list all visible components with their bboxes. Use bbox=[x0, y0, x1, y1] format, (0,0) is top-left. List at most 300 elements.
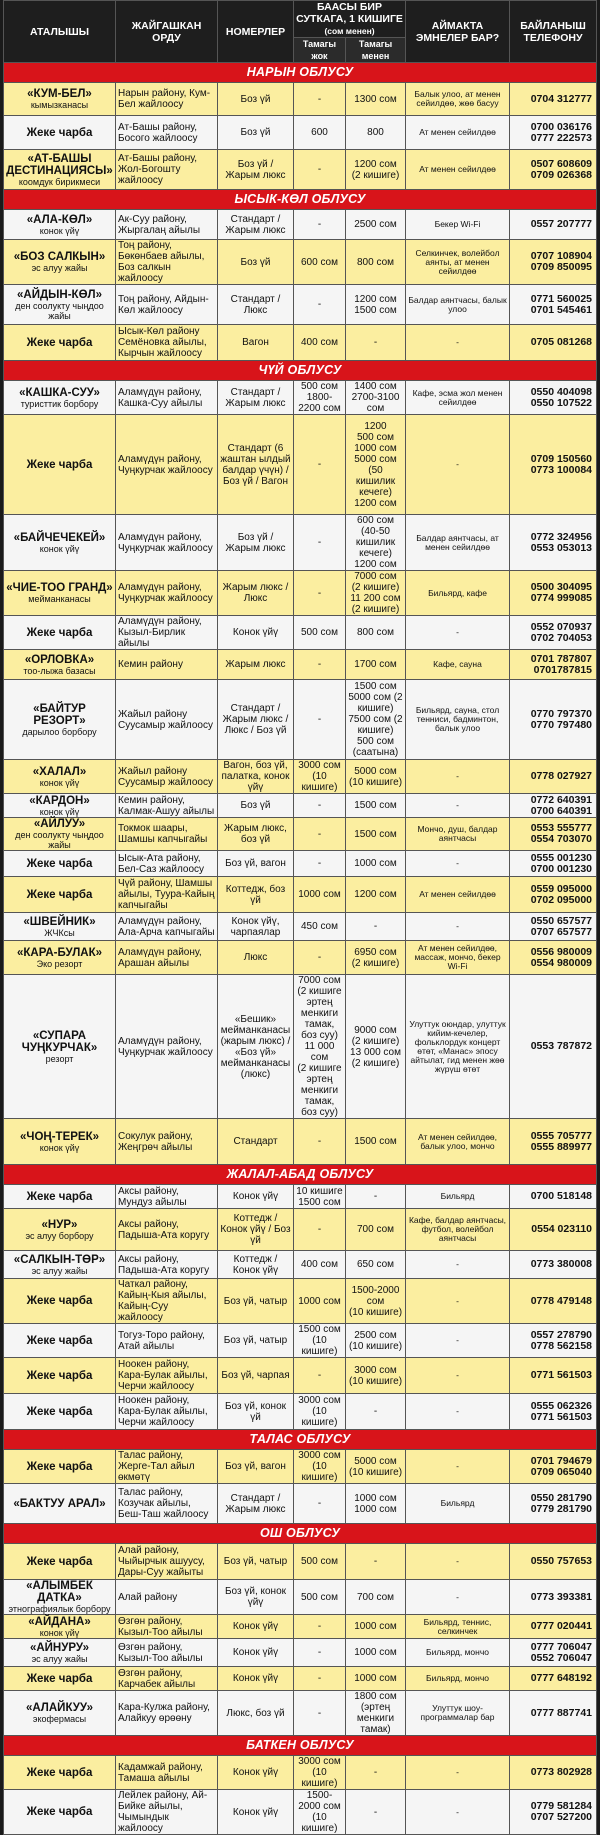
resort-name-cell bbox=[4, 1394, 116, 1430]
table-row bbox=[4, 1450, 597, 1484]
location: Аламүдүн району, Кызыл-Бирлик айылы bbox=[116, 616, 218, 650]
price-with-food: 700 сом bbox=[346, 1209, 406, 1251]
table-row bbox=[4, 616, 597, 650]
location: Аламүдүн району, Арашан айылы bbox=[116, 941, 218, 975]
resort-name: «АЙЛУУ» bbox=[33, 818, 86, 830]
price-with-food: 1500 сом bbox=[346, 818, 406, 851]
table-row bbox=[4, 975, 597, 1119]
price-no-food: - bbox=[294, 1484, 346, 1524]
amenities: Бильярд, сауна, стол тенниси, бадминтон, балык улоо bbox=[406, 680, 510, 760]
table-row bbox=[4, 210, 597, 240]
resort-name-cell bbox=[4, 1615, 116, 1639]
price-no-food: 10 кишиге 1500 сом bbox=[294, 1185, 346, 1209]
resort-name-cell bbox=[4, 1639, 116, 1667]
room-types: Боз үй, чатыр bbox=[218, 1279, 294, 1324]
price-with-food: 3000 сом (10 кишиге) bbox=[346, 1358, 406, 1394]
resort-name: Жеке чарба bbox=[26, 857, 93, 870]
table-row bbox=[4, 1209, 597, 1251]
amenities: - bbox=[406, 325, 510, 361]
location: Өзгөн району, Карчабек айылы bbox=[116, 1667, 218, 1691]
resort-type: эс алуу жайы bbox=[31, 263, 88, 273]
resort-type: конок үйү bbox=[39, 777, 80, 788]
room-types: Люкс, боз үй bbox=[218, 1691, 294, 1736]
room-types: Боз үй / Жарым люкс bbox=[218, 150, 294, 190]
section-header bbox=[4, 63, 597, 83]
table-row bbox=[4, 941, 597, 975]
resort-name: Жеке чарба bbox=[26, 1672, 93, 1685]
price-no-food: 500 сом bbox=[294, 1544, 346, 1580]
resort-name: «СУПАРА ЧУҢКУРЧАК» bbox=[21, 1029, 98, 1054]
resort-name: «БОЗ САЛКЫН» bbox=[13, 251, 106, 263]
phone: 0553 555777 0554 703070 bbox=[510, 818, 597, 851]
resort-name: Жеке чарба bbox=[26, 1555, 93, 1568]
resort-name: «САЛКЫН-ТӨР» bbox=[13, 1253, 106, 1266]
resort-name-cell bbox=[4, 680, 116, 760]
section-header bbox=[4, 1430, 597, 1450]
phone: 0555 062326 0771 561503 bbox=[510, 1394, 597, 1430]
amenities: Бекер Wi-Fi bbox=[406, 210, 510, 240]
resort-name: «БАЙТУР РЕЗОРТ» bbox=[33, 702, 86, 727]
price-with-food: 700 сом bbox=[346, 1580, 406, 1615]
location: Аламүдүн району, Чуңкурчак жайлоосу bbox=[116, 975, 218, 1119]
resort-name: Жеке чарба bbox=[26, 888, 93, 901]
resort-name-cell bbox=[4, 381, 116, 415]
room-types: Боз үй bbox=[218, 794, 294, 818]
room-types: Конок үйү bbox=[218, 1185, 294, 1209]
resort-name-cell bbox=[4, 975, 116, 1119]
price-with-food: 1200 сом 1500 сом bbox=[346, 285, 406, 325]
location: Сокулук району, Жеңгрөч айылы bbox=[116, 1119, 218, 1165]
room-types: Коттедж / Конок үйү / Боз үй bbox=[218, 1209, 294, 1251]
price-no-food: - bbox=[294, 1209, 346, 1251]
amenities: - bbox=[406, 1251, 510, 1279]
table-row bbox=[4, 760, 597, 794]
location: Алай району bbox=[116, 1580, 218, 1615]
price-with-food: 1400 сом 2700-3100 сом bbox=[346, 381, 406, 415]
location: Кара-Кулжа району, Алайкуу өрөөну bbox=[116, 1691, 218, 1736]
table-row bbox=[4, 1756, 597, 1790]
header-price-food: Тамагы менен bbox=[346, 38, 406, 63]
amenities: - bbox=[406, 913, 510, 941]
table-row bbox=[4, 150, 597, 190]
resort-name-cell bbox=[4, 794, 116, 818]
amenities: Ат менен сейилдөө, балык улоо, мончо bbox=[406, 1119, 510, 1165]
table-row bbox=[4, 83, 597, 116]
price-with-food: 1500 сом bbox=[346, 1119, 406, 1165]
resort-name: Жеке чарба bbox=[26, 1190, 93, 1203]
price-no-food: - bbox=[294, 83, 346, 116]
header-rooms: НОМЕРЛЕР bbox=[218, 1, 294, 63]
location: Кадамжай району, Тамаша айылы bbox=[116, 1756, 218, 1790]
resort-name: «БАКТУУ АРАЛ» bbox=[13, 1497, 106, 1510]
resort-name: «АЛЫМБЕК ДАТКА» bbox=[26, 1580, 93, 1604]
table-row bbox=[4, 1615, 597, 1639]
resort-name-cell bbox=[4, 877, 116, 913]
price-with-food: 1500-2000 сом (10 кишиге) bbox=[346, 1279, 406, 1324]
price-with-food: 1000 сом 1000 сом bbox=[346, 1484, 406, 1524]
resort-name-cell bbox=[4, 1790, 116, 1835]
price-no-food: - bbox=[294, 794, 346, 818]
resort-name-cell bbox=[4, 616, 116, 650]
location: Ат-Башы району, Жол-Богошту жайлоосу bbox=[116, 150, 218, 190]
resort-name: «ЧОҢ-ТЕРЕК» bbox=[19, 1130, 99, 1143]
resort-name-cell bbox=[4, 116, 116, 150]
phone: 0771 560025 0701 545461 bbox=[510, 285, 597, 325]
price-with-food: 1700 сом bbox=[346, 650, 406, 680]
price-with-food: 800 сом bbox=[346, 616, 406, 650]
phone: 0550 404098 0550 107522 bbox=[510, 381, 597, 415]
resort-name-cell bbox=[4, 1119, 116, 1165]
phone: 0553 787872 bbox=[510, 975, 597, 1119]
table-row bbox=[4, 1358, 597, 1394]
amenities: - bbox=[406, 1790, 510, 1835]
price-with-food: 1000 сом bbox=[346, 1639, 406, 1667]
table-row bbox=[4, 1279, 597, 1324]
room-types: Стандарт / Жарым люкс bbox=[218, 1484, 294, 1524]
price-with-food: 5000 сом (10 кишиге) bbox=[346, 1450, 406, 1484]
resort-name-cell bbox=[4, 760, 116, 794]
room-types: Боз үй bbox=[218, 240, 294, 285]
phone: 0709 150560 0773 100084 bbox=[510, 415, 597, 515]
room-types: Боз үй, конок үй bbox=[218, 1394, 294, 1430]
resort-name-cell bbox=[4, 913, 116, 941]
resort-name-cell bbox=[4, 650, 116, 680]
table-row bbox=[4, 1251, 597, 1279]
price-no-food: - bbox=[294, 415, 346, 515]
amenities: Бильярд, мончо bbox=[406, 1667, 510, 1691]
resort-name: Жеке чарба bbox=[26, 126, 93, 139]
price-no-food: 600 сом bbox=[294, 240, 346, 285]
room-types: Боз үй bbox=[218, 83, 294, 116]
header-amenities: АЙМАКТА ЭМНЕЛЕР БАР? bbox=[406, 1, 510, 63]
resort-name-cell bbox=[4, 1185, 116, 1209]
price-with-food: 1500 сом 5000 сом (2 кишиге) 7500 сом (2 кишиге) 500 сом (саатына) bbox=[346, 680, 406, 760]
price-with-food: - bbox=[346, 1544, 406, 1580]
resort-name: Жеке чарба bbox=[26, 1334, 93, 1347]
phone: 0707 108904 0709 850095 bbox=[510, 240, 597, 285]
amenities: Кафе, балдар аянтчасы, футбол, волейбол аянтчасы bbox=[406, 1209, 510, 1251]
amenities: - bbox=[406, 1450, 510, 1484]
price-no-food: 600 bbox=[294, 116, 346, 150]
price-no-food: 3000 сом (10 кишиге) bbox=[294, 760, 346, 794]
resort-type: конок үйү bbox=[39, 806, 80, 817]
section-title: ЖАЛАЛ-АБАД ОБЛУСУ bbox=[4, 1165, 597, 1185]
amenities: Бильярд, мончо bbox=[406, 1639, 510, 1667]
price-no-food: 3000 сом (10 кишиге) bbox=[294, 1450, 346, 1484]
room-types: Стандарт (6 жаштан ылдый балдар үчүн) / Боз үй / Вагон bbox=[218, 415, 294, 515]
price-no-food: 3000 сом (10 кишиге) bbox=[294, 1756, 346, 1790]
amenities: Кафе, сауна bbox=[406, 650, 510, 680]
resort-name-cell bbox=[4, 1691, 116, 1736]
resort-type: эс алуу жайы bbox=[31, 1653, 88, 1664]
price-no-food: - bbox=[294, 1119, 346, 1165]
price-no-food: - bbox=[294, 285, 346, 325]
phone: 0773 393381 bbox=[510, 1580, 597, 1615]
location: Өзгөн району, Кызыл-Тоо айылы bbox=[116, 1615, 218, 1639]
resorts-table bbox=[3, 0, 597, 1835]
location: Өзгөн району, Кызыл-Тоо айылы bbox=[116, 1639, 218, 1667]
room-types: Боз үй / Жарым люкс bbox=[218, 515, 294, 571]
amenities: Балдар аянтчасы, балык улоо bbox=[406, 285, 510, 325]
resort-name: «АЛА-КӨЛ» bbox=[26, 213, 93, 226]
price-no-food: 1000 сом bbox=[294, 877, 346, 913]
table-row bbox=[4, 325, 597, 361]
phone: 0701 787807 0701787815 bbox=[510, 650, 597, 680]
table-body bbox=[4, 63, 597, 1835]
price-with-food: 1800 сом (эртең менкиги тамак) bbox=[346, 1691, 406, 1736]
table-row bbox=[4, 285, 597, 325]
location: Талас району, Жерге-Тал айыл өкмөтү bbox=[116, 1450, 218, 1484]
resort-name: Жеке чарба bbox=[26, 1405, 93, 1418]
header-place: ЖАЙГАШКАН ОРДУ bbox=[116, 1, 218, 63]
section-title: НАРЫН ОБЛУСУ bbox=[4, 63, 597, 83]
table-row bbox=[4, 1639, 597, 1667]
amenities: - bbox=[406, 1580, 510, 1615]
price-with-food: 800 сом bbox=[346, 240, 406, 285]
table-row bbox=[4, 650, 597, 680]
resort-name-cell bbox=[4, 285, 116, 325]
price-no-food: - bbox=[294, 650, 346, 680]
phone: 0556 980009 0554 980009 bbox=[510, 941, 597, 975]
resort-type: этнографиялык борбору bbox=[8, 1604, 111, 1614]
resort-name-cell bbox=[4, 1209, 116, 1251]
resort-name-cell bbox=[4, 1324, 116, 1358]
resort-name: «АЛАЙКУУ» bbox=[25, 1702, 94, 1714]
price-no-food: 500 сом 1800-2200 сом bbox=[294, 381, 346, 415]
table-row bbox=[4, 913, 597, 941]
resort-name-cell bbox=[4, 1251, 116, 1279]
price-no-food: - bbox=[294, 818, 346, 851]
amenities: - bbox=[406, 1279, 510, 1324]
price-no-food: - bbox=[294, 1615, 346, 1639]
price-no-food: - bbox=[294, 515, 346, 571]
resort-name: «ХАЛАЛ» bbox=[32, 765, 87, 778]
location: Аламүдүн району, Кашка-Суу айылы bbox=[116, 381, 218, 415]
location: Чаткал району, Кайың-Кыя айылы, Кайың-Суу жайлоосу bbox=[116, 1279, 218, 1324]
price-with-food: 1500 сом bbox=[346, 794, 406, 818]
room-types: Люкс bbox=[218, 941, 294, 975]
room-types: Стандарт / Жарым люкс bbox=[218, 381, 294, 415]
section-header bbox=[4, 1736, 597, 1756]
price-with-food: 1300 сом bbox=[346, 83, 406, 116]
location: Тоң району, Бөкөнбаев айылы, Боз салкын жайлоосу bbox=[116, 240, 218, 285]
table-row bbox=[4, 851, 597, 877]
amenities: Бильярд bbox=[406, 1185, 510, 1209]
room-types: Вагон bbox=[218, 325, 294, 361]
table-row bbox=[4, 1394, 597, 1430]
table-row bbox=[4, 116, 597, 150]
room-types: Вагон, боз үй, палатка, конок үйү bbox=[218, 760, 294, 794]
price-with-food: 600 сом (40-50 кишилик кечеге) 1200 сом bbox=[346, 515, 406, 571]
price-with-food: - bbox=[346, 913, 406, 941]
resort-name-cell bbox=[4, 1484, 116, 1524]
table-row bbox=[4, 1544, 597, 1580]
resort-name-cell bbox=[4, 1756, 116, 1790]
location: Ноокен району, Кара-Булак айылы, Черчи жайлоосу bbox=[116, 1358, 218, 1394]
resort-name: Жеке чарба bbox=[26, 1460, 93, 1473]
location: Кемин району, Калмак-Ашуу айылы bbox=[116, 794, 218, 818]
phone: 0557 278790 0778 562158 bbox=[510, 1324, 597, 1358]
resort-name: «КУМ-БЕЛ» bbox=[27, 88, 92, 100]
room-types: Боз үй, вагон bbox=[218, 1450, 294, 1484]
table-row bbox=[4, 1667, 597, 1691]
price-no-food: 7000 сом (2 кишиге эртең менкиги тамак, боз суу) 11 000 сом (2 кишиге эртең менкиги тамак, боз суу) bbox=[294, 975, 346, 1119]
room-types: Конок үйү bbox=[218, 1615, 294, 1639]
resort-name-cell bbox=[4, 851, 116, 877]
resort-name: «КАРА-БУЛАК» bbox=[17, 946, 102, 959]
header-price bbox=[294, 1, 406, 38]
resort-type: дарылоо борбору bbox=[22, 726, 97, 737]
phone: 0559 095000 0702 095000 bbox=[510, 877, 597, 913]
phone: 0777 648192 bbox=[510, 1667, 597, 1691]
price-with-food: 1200 сом (2 кишиге) bbox=[346, 150, 406, 190]
resort-name: «АЙДЫН-КӨЛ» bbox=[17, 288, 102, 301]
resort-name: Жеке чарба bbox=[26, 336, 93, 349]
resort-name-cell bbox=[4, 1358, 116, 1394]
location: Кемин району bbox=[116, 650, 218, 680]
amenities: Бильярд bbox=[406, 1484, 510, 1524]
table-row bbox=[4, 515, 597, 571]
price-with-food: 6950 сом (2 кишиге) bbox=[346, 941, 406, 975]
price-no-food: 1500 сом (10 кишиге) bbox=[294, 1324, 346, 1358]
room-types: Боз үй bbox=[218, 116, 294, 150]
location: Ноокен району, Кара-Булак айылы, Черчи жайлоосу bbox=[116, 1394, 218, 1430]
table-row bbox=[4, 1324, 597, 1358]
resort-type: ЖЧКсы bbox=[44, 927, 75, 938]
resort-name: Жеке чарба bbox=[26, 1766, 93, 1779]
section-header bbox=[4, 1165, 597, 1185]
location: Алай району, Чыйырчык ашуусу, Дары-Суу жайыты bbox=[116, 1544, 218, 1580]
table-row bbox=[4, 571, 597, 616]
amenities: Ат менен сейилдөө bbox=[406, 150, 510, 190]
price-no-food: 1500- 2000 сом (10 кишиге) bbox=[294, 1790, 346, 1835]
amenities: - bbox=[406, 851, 510, 877]
resort-name: Жеке чарба bbox=[26, 1295, 93, 1307]
phone: 0705 081268 bbox=[510, 325, 597, 361]
resort-type: конок үйү bbox=[39, 1627, 80, 1638]
resort-type: конок үйү bbox=[39, 543, 80, 554]
amenities: - bbox=[406, 415, 510, 515]
amenities: - bbox=[406, 1394, 510, 1430]
phone: 0550 281790 0779 281790 bbox=[510, 1484, 597, 1524]
location: Чүй району, Шамшы айылы, Туура-Кайың капчыгайы bbox=[116, 877, 218, 913]
amenities: Ат менен сейилдөө, массаж, мончо, бекер Wi-Fi bbox=[406, 941, 510, 975]
resort-type: Эко резорт bbox=[36, 958, 83, 969]
location: Талас району, Козучак айылы, Беш-Таш жайлоосу bbox=[116, 1484, 218, 1524]
room-types: Жарым люкс, боз үй bbox=[218, 818, 294, 851]
amenities: - bbox=[406, 794, 510, 818]
resort-name-cell bbox=[4, 83, 116, 116]
resort-name: «БАЙЧЕЧЕКЕЙ» bbox=[13, 531, 106, 544]
location: Ысык-Көл району Семёновка айылы, Кырчын жайлоосу bbox=[116, 325, 218, 361]
table-row bbox=[4, 794, 597, 818]
room-types: Жарым люкс bbox=[218, 650, 294, 680]
room-types: Конок үйү bbox=[218, 1667, 294, 1691]
room-types: Стандарт bbox=[218, 1119, 294, 1165]
resort-type: экофермасы bbox=[32, 1714, 87, 1724]
resort-type: мейманканасы bbox=[28, 594, 91, 604]
amenities: Бильярд, кафе bbox=[406, 571, 510, 616]
phone: 0700 036176 0777 222573 bbox=[510, 116, 597, 150]
section-header bbox=[4, 1524, 597, 1544]
amenities: Ат менен сейилдөө bbox=[406, 877, 510, 913]
table-row bbox=[4, 240, 597, 285]
price-with-food: - bbox=[346, 1756, 406, 1790]
room-types: Коттедж, боз үй bbox=[218, 877, 294, 913]
resort-type: конок үйү bbox=[39, 225, 80, 236]
price-with-food: - bbox=[346, 325, 406, 361]
price-no-food: 500 сом bbox=[294, 1580, 346, 1615]
room-types: Жарым люкс / Люкс bbox=[218, 571, 294, 616]
resort-name-cell bbox=[4, 1450, 116, 1484]
room-types: Боз үй, чатыр bbox=[218, 1544, 294, 1580]
resort-type: кымызканасы bbox=[30, 100, 89, 110]
price-no-food: - bbox=[294, 1639, 346, 1667]
location: Аксы району, Мундуз айылы bbox=[116, 1185, 218, 1209]
location: Аламүдүн району, Чуңкурчак жайлоосу bbox=[116, 515, 218, 571]
section-title: ТАЛАС ОБЛУСУ bbox=[4, 1430, 597, 1450]
resort-name-cell bbox=[4, 210, 116, 240]
price-with-food: 1000 сом bbox=[346, 1615, 406, 1639]
location: Жайыл району Суусамыр жайлоосу bbox=[116, 680, 218, 760]
header-price-unit: (сом менен) bbox=[324, 26, 375, 36]
phone: 0773 802928 bbox=[510, 1756, 597, 1790]
phone: 0552 070937 0702 704053 bbox=[510, 616, 597, 650]
price-with-food: 1000 сом bbox=[346, 1667, 406, 1691]
table-row bbox=[4, 877, 597, 913]
phone: 0777 020441 bbox=[510, 1615, 597, 1639]
amenities: Селкинчек, волейбол аянты, ат менен сейилдөө bbox=[406, 240, 510, 285]
amenities: - bbox=[406, 1756, 510, 1790]
price-no-food: - bbox=[294, 680, 346, 760]
phone: 0550 757653 bbox=[510, 1544, 597, 1580]
amenities: - bbox=[406, 1324, 510, 1358]
amenities: Балдар аянтчасы, ат менен сейилдөө bbox=[406, 515, 510, 571]
price-with-food: 7000 сом (2 кишиге) 11 200 сом (2 кишиге) bbox=[346, 571, 406, 616]
table-row bbox=[4, 1119, 597, 1165]
location: Тогуз-Торо району, Атай айылы bbox=[116, 1324, 218, 1358]
table-row bbox=[4, 415, 597, 515]
price-with-food: 9000 сом (2 кишиге) 13 000 сом (2 кишиге) bbox=[346, 975, 406, 1119]
resort-name-cell bbox=[4, 1279, 116, 1324]
table-row bbox=[4, 1580, 597, 1615]
price-no-food: 1000 сом bbox=[294, 1279, 346, 1324]
section-header bbox=[4, 361, 597, 381]
resort-name: «ОРЛОВКА» bbox=[24, 653, 95, 666]
resort-name: «НУР» bbox=[41, 1218, 78, 1231]
resort-name: «ШВЕЙНИК» bbox=[23, 915, 96, 928]
header-price-title: БААСЫ БИР СУТКАГА, 1 КИШИГЕ bbox=[296, 1, 403, 25]
phone: 0778 479148 bbox=[510, 1279, 597, 1324]
amenities: Улуттук оюндар, улуттук кийим-кечелер, фольклордук концерт өтөт, «Манас» эпосу айтылат, гид менен жөө жүрүш өтөт bbox=[406, 975, 510, 1119]
table-row bbox=[4, 1185, 597, 1209]
resort-type: конок үйү bbox=[39, 1142, 80, 1153]
resort-type: эс алуу борбору bbox=[25, 1230, 94, 1241]
resort-name-cell bbox=[4, 1667, 116, 1691]
amenities: - bbox=[406, 616, 510, 650]
room-types: Боз үй, чарпая bbox=[218, 1358, 294, 1394]
amenities: - bbox=[406, 1358, 510, 1394]
amenities: Бильярд, теннис, селкинчек bbox=[406, 1615, 510, 1639]
location: Нарын району, Кум-Бел жайлоосу bbox=[116, 83, 218, 116]
phone: 0557 207777 bbox=[510, 210, 597, 240]
room-types: Конок үйү bbox=[218, 1639, 294, 1667]
amenities: Улуттук шоу-программалар бар bbox=[406, 1691, 510, 1736]
section-header bbox=[4, 190, 597, 210]
location: Аламүдүн району, Чуңкурчак жайлоосу bbox=[116, 571, 218, 616]
location: Аксы району, Падыша-Ата коругу bbox=[116, 1209, 218, 1251]
phone: 0507 608609 0709 026368 bbox=[510, 150, 597, 190]
